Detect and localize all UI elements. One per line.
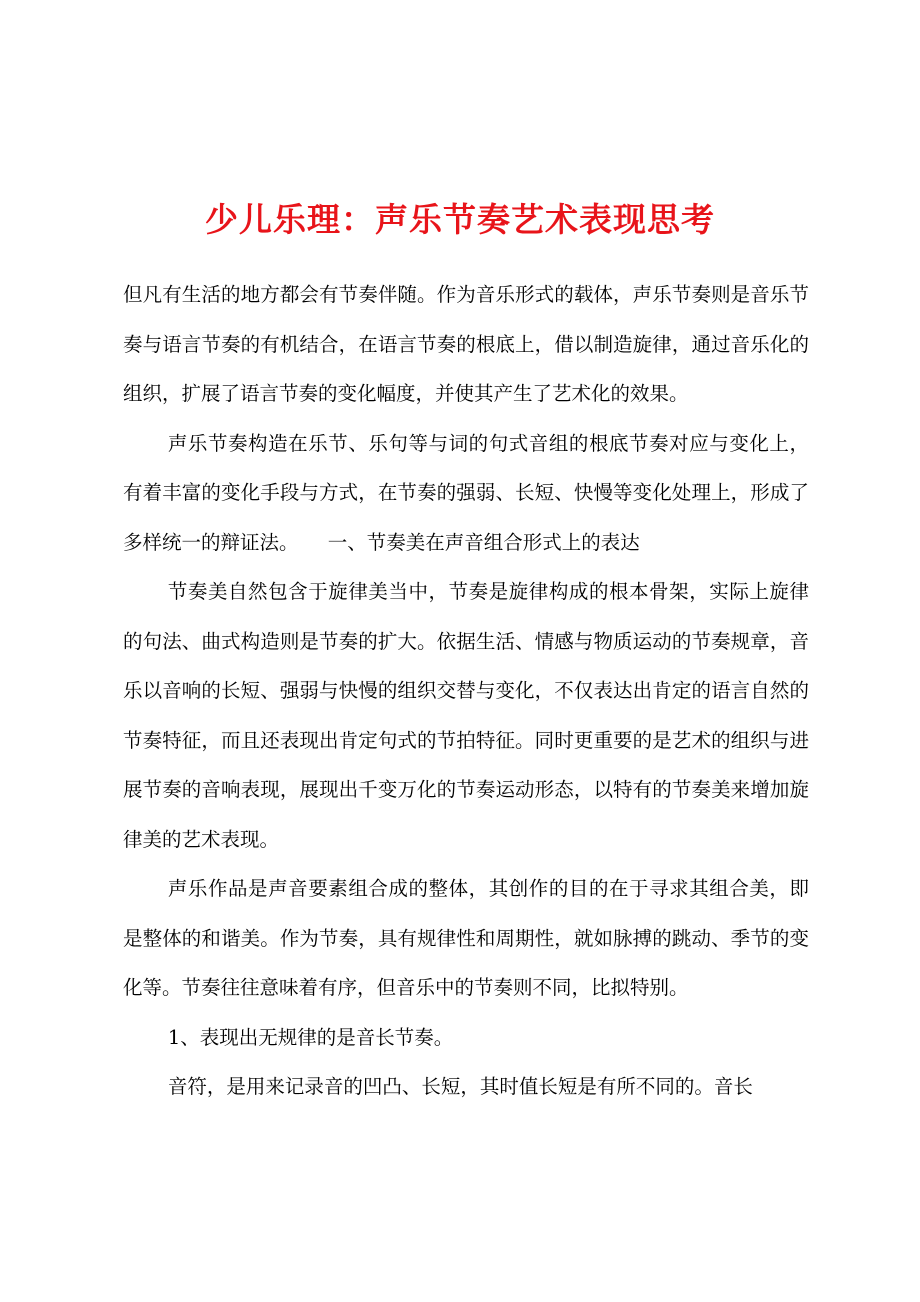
paragraph-rhythm-beauty: 节奏美自然包含于旋律美当中，节奏是旋律构成的根本骨架，实际上旋律的句法、曲式构造则是节奏的扩大。依据生活、情感与物质运动的节奏规章，音乐以音响的长短、强弱与快慢的组织交替与变化，不仅表达出肯定的语言自然的节奏特征，而且还表现出肯定句式的节拍特征。同时更重要的是艺术的组织与进展节奏的音响表现，展现出千变万化的节奏运动形态，以特有的节奏美来增加旋律美的艺术表现。 <box>123 580 809 851</box>
paragraph-structure: 声乐节奏构造在乐节、乐句等与词的句式音组的根底节奏对应与变化上，有着丰富的变化手段与方式，在节奏的强弱、长短、快慢等变化处理上，形成了多样统一的辩证法。 一、节奏美在声音组合形式上的表达 <box>123 431 809 554</box>
paragraph-intro: 但凡有生活的地方都会有节奏伴随。作为音乐形式的载体，声乐节奏则是音乐节奏与语言节奏的有机结合，在语言节奏的根底上，借以制造旋律，通过音乐化的组织，扩展了语言节奏的变化幅度，并使其产生了艺术化的效果。 <box>123 283 809 405</box>
document-body <box>123 270 809 1112</box>
paragraph-section-heading: 1、表现出无规律的是音长节奏。 <box>167 1025 454 1049</box>
paragraph-notes: 音符，是用来记录音的凹凸、长短，其时值长短是有所不同的。音长 <box>167 1075 753 1098</box>
paragraph-vocal-works: 声乐作品是声音要素组合成的整体，其创作的目的在于寻求其组合美，即是整体的和谐美。作为节奏，具有规律性和周期性，就如脉搏的跳动、季节的变化等。节奏往往意味着有序，但音乐中的节奏则不同，比拟特别。 <box>123 877 809 999</box>
document-title: 少儿乐理：声乐节奏艺术表现思考 <box>205 200 715 239</box>
